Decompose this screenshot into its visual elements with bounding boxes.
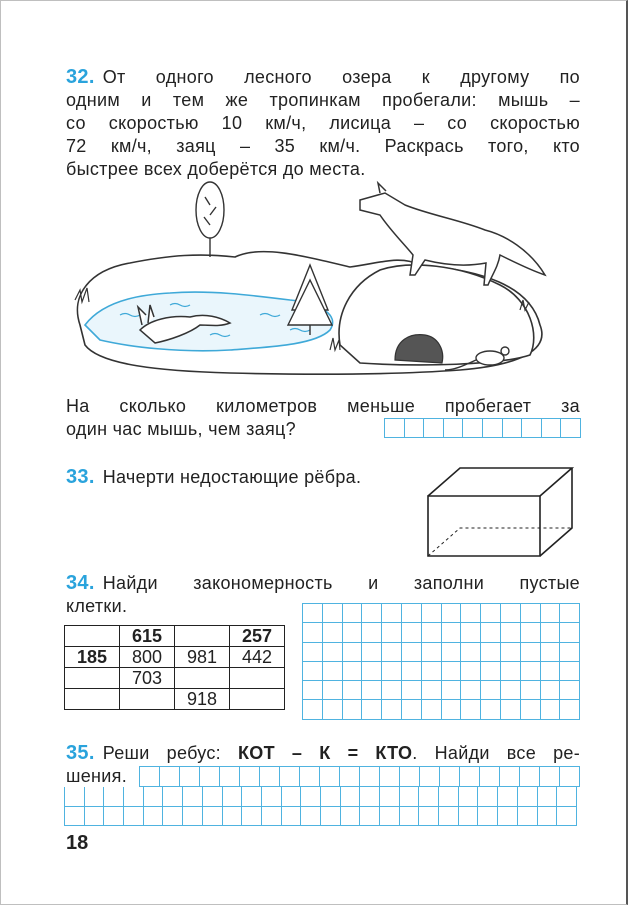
grid-cell[interactable] [323, 681, 343, 700]
grid-cell[interactable] [320, 767, 340, 787]
task32-question-line: один час мышь, чем заяц? [66, 419, 296, 439]
grid-cell[interactable] [560, 643, 580, 662]
task35-text-a: Реши ребус: [102, 743, 239, 763]
grid-cell[interactable] [323, 662, 343, 681]
grid-cell[interactable] [303, 604, 323, 623]
grid-cell[interactable] [442, 643, 462, 662]
grid-cell[interactable] [557, 787, 577, 807]
grid-cell[interactable] [180, 767, 200, 787]
grid-cell[interactable] [560, 623, 580, 642]
grid-cell[interactable] [541, 662, 561, 681]
grid-cell[interactable] [521, 662, 541, 681]
grid-cell[interactable] [419, 787, 439, 807]
grid-cell[interactable] [362, 700, 382, 719]
grid-cell[interactable] [323, 643, 343, 662]
task33-instruction: Начерти недостающие рёбра. [102, 467, 362, 487]
grid-cell[interactable] [303, 700, 323, 719]
grid-cell[interactable] [459, 807, 479, 827]
grid-cell[interactable] [557, 807, 577, 827]
grid-cell[interactable] [501, 700, 521, 719]
table-cell: 185 [65, 647, 120, 668]
grid-cell[interactable] [518, 787, 538, 807]
grid-cell[interactable] [203, 807, 223, 827]
table-cell: 257 [230, 626, 285, 647]
grid-cell[interactable] [65, 807, 85, 827]
grid-cell[interactable] [400, 787, 420, 807]
grid-cell[interactable] [303, 643, 323, 662]
grid-cell[interactable] [422, 681, 442, 700]
grid-cell[interactable] [481, 662, 501, 681]
grid-cell[interactable] [362, 643, 382, 662]
rebus-expression: КОТ – К = КТО [238, 743, 413, 763]
grid-cell[interactable] [420, 767, 440, 787]
grid-cell[interactable] [422, 623, 442, 642]
grid-cell[interactable] [300, 767, 320, 787]
grid-cell[interactable] [442, 604, 462, 623]
grid-cell[interactable] [360, 767, 380, 787]
grid-cell[interactable] [422, 643, 442, 662]
grid-cell[interactable] [498, 807, 518, 827]
grid-cell[interactable] [461, 662, 481, 681]
grid-cell[interactable] [323, 623, 343, 642]
tree-left [196, 182, 224, 257]
grid-cell[interactable] [480, 767, 500, 787]
grid-cell[interactable] [422, 662, 442, 681]
table-cell[interactable] [65, 689, 120, 710]
grid-cell[interactable] [362, 681, 382, 700]
page-number: 18 [66, 832, 89, 854]
task34-number: 34. [66, 572, 95, 594]
grid-cell[interactable] [560, 604, 580, 623]
grid-cell[interactable] [343, 623, 363, 642]
table-cell: 981 [175, 647, 230, 668]
grid-cell[interactable] [223, 787, 243, 807]
grid-cell[interactable] [380, 807, 400, 827]
grid-cell[interactable] [104, 787, 124, 807]
grid-cell[interactable] [520, 767, 540, 787]
grid-cell[interactable] [382, 700, 402, 719]
grid-cell[interactable] [538, 807, 558, 827]
grid-cell[interactable] [200, 767, 220, 787]
table-cell[interactable] [65, 626, 120, 647]
grid-cell[interactable] [382, 604, 402, 623]
grid-cell[interactable] [439, 807, 459, 827]
grid-cell[interactable] [461, 643, 481, 662]
task32-line: От одного лесного озера к другому по [102, 67, 580, 87]
table-cell[interactable] [175, 668, 230, 689]
grid-cell[interactable] [461, 681, 481, 700]
table-cell[interactable] [230, 668, 285, 689]
grid-cell[interactable] [461, 604, 481, 623]
table-cell[interactable] [175, 626, 230, 647]
grid-cell[interactable] [203, 787, 223, 807]
grid-cell[interactable] [242, 807, 262, 827]
grid-cell[interactable] [262, 787, 282, 807]
grid-cell[interactable] [560, 767, 580, 787]
grid-cell[interactable] [541, 681, 561, 700]
grid-cell[interactable] [400, 807, 420, 827]
grid-cell[interactable] [104, 807, 124, 827]
grid-cell[interactable] [422, 604, 442, 623]
grid-cell[interactable] [341, 787, 361, 807]
grid-cell[interactable] [478, 807, 498, 827]
grid-cell[interactable] [380, 787, 400, 807]
grid-cell[interactable] [223, 807, 243, 827]
grid-cell[interactable] [301, 787, 321, 807]
grid-cell[interactable] [501, 604, 521, 623]
pattern-table [64, 625, 285, 710]
grid-cell[interactable] [521, 623, 541, 642]
grid-cell[interactable] [442, 662, 462, 681]
grid-cell[interactable] [442, 623, 462, 642]
grid-cell[interactable] [478, 787, 498, 807]
grid-cell[interactable] [481, 623, 501, 642]
grid-cell[interactable] [402, 662, 422, 681]
grid-cell[interactable] [160, 767, 180, 787]
grid-cell[interactable] [541, 604, 561, 623]
grid-cell[interactable] [65, 787, 85, 807]
grid-cell[interactable] [501, 643, 521, 662]
answer-grid-32[interactable] [384, 418, 581, 438]
table-cell: 703 [120, 668, 175, 689]
grid-cell[interactable] [481, 700, 501, 719]
grid-cell[interactable] [303, 662, 323, 681]
grid-cell[interactable] [402, 643, 422, 662]
grid-cell[interactable] [402, 681, 422, 700]
grid-cell[interactable] [380, 767, 400, 787]
grid-cell[interactable] [521, 643, 541, 662]
grid-cell[interactable] [340, 767, 360, 787]
grid-cell[interactable] [144, 807, 164, 827]
task32-question-line: На сколько километров меньше пробегает за [66, 396, 580, 416]
grid-cell[interactable] [362, 604, 382, 623]
grid-cell[interactable] [402, 623, 422, 642]
grid-cell[interactable] [144, 787, 164, 807]
grid-cell[interactable] [85, 807, 105, 827]
grid-cell[interactable] [540, 767, 560, 787]
grid-cell[interactable] [518, 807, 538, 827]
grid-cell[interactable] [341, 807, 361, 827]
grid-cell[interactable] [282, 787, 302, 807]
grid-cell[interactable] [280, 767, 300, 787]
grid-cell[interactable] [500, 767, 520, 787]
answer-grid-35b[interactable] [64, 787, 577, 826]
grid-cell[interactable] [301, 807, 321, 827]
grid-cell[interactable] [362, 623, 382, 642]
grid-cell[interactable] [282, 807, 302, 827]
table-cell[interactable] [230, 689, 285, 710]
grid-cell[interactable] [343, 604, 363, 623]
grid-cell[interactable] [343, 662, 363, 681]
grid-cell[interactable] [541, 700, 561, 719]
grid-cell[interactable] [343, 700, 363, 719]
grid-cell[interactable] [303, 681, 323, 700]
table-cell: 442 [230, 647, 285, 668]
grid-cell[interactable] [442, 681, 462, 700]
task32-text [66, 66, 580, 181]
grid-cell[interactable] [541, 623, 561, 642]
table-cell: 800 [120, 647, 175, 668]
grid-cell[interactable] [124, 807, 144, 827]
grid-cell[interactable] [498, 787, 518, 807]
table-cell[interactable] [65, 668, 120, 689]
grid-cell[interactable] [382, 681, 402, 700]
grid-cell[interactable] [541, 643, 561, 662]
grid-cell[interactable] [140, 767, 160, 787]
grid-cell[interactable] [183, 787, 203, 807]
grid-cell[interactable] [260, 767, 280, 787]
grid-cell[interactable] [439, 787, 459, 807]
grid-cell[interactable] [460, 767, 480, 787]
grid-cell[interactable] [240, 767, 260, 787]
grid-cell[interactable] [400, 767, 420, 787]
grid-cell[interactable] [343, 643, 363, 662]
task35-text-b: . Найди все ре- [412, 743, 580, 763]
grid-cell[interactable] [382, 643, 402, 662]
grid-cell[interactable] [419, 807, 439, 827]
grid-cell[interactable] [303, 623, 323, 642]
grid-cell[interactable] [481, 643, 501, 662]
grid-cell[interactable] [163, 787, 183, 807]
grid-cell[interactable] [560, 681, 580, 700]
grid-cell[interactable] [362, 662, 382, 681]
grid-cell[interactable] [382, 623, 402, 642]
grid-cell[interactable] [124, 787, 144, 807]
grid-cell[interactable] [521, 700, 541, 719]
grid-cell[interactable] [321, 787, 341, 807]
task35-line2: шения. [66, 766, 127, 786]
grid-cell[interactable] [343, 681, 363, 700]
table-cell[interactable] [120, 689, 175, 710]
grid-cell[interactable] [501, 681, 521, 700]
grid-cell[interactable] [382, 662, 402, 681]
grid-cell[interactable] [323, 604, 343, 623]
grid-cell[interactable] [323, 700, 343, 719]
grid-cell[interactable] [501, 623, 521, 642]
grid-cell[interactable] [501, 662, 521, 681]
grid-cell[interactable] [521, 604, 541, 623]
grid-cell[interactable] [183, 807, 203, 827]
grid-cell[interactable] [459, 787, 479, 807]
grid-cell[interactable] [538, 787, 558, 807]
task32-line: быстрее всех доберётся до места. [66, 159, 366, 179]
task32-line: со скоростью 10 км/ч, лисица – со скоростью [66, 113, 580, 133]
grid-cell[interactable] [321, 807, 341, 827]
task32-line: одним и тем же тропинкам пробегали: мышь – [66, 90, 580, 110]
lake-illustration [60, 175, 580, 385]
task35-number: 35. [66, 742, 95, 764]
grid-cell[interactable] [402, 700, 422, 719]
task32-line: 72 км/ч, заяц – 35 км/ч. Раскрась того, кто [66, 136, 580, 156]
grid-cell[interactable] [402, 604, 422, 623]
grid-cell[interactable] [220, 767, 240, 787]
grid-cell[interactable] [422, 700, 442, 719]
table-cell: 615 [120, 626, 175, 647]
grid-cell[interactable] [163, 807, 183, 827]
grid-cell[interactable] [560, 700, 580, 719]
grid-cell[interactable] [560, 662, 580, 681]
grid-cell[interactable] [442, 700, 462, 719]
grid-cell[interactable] [461, 700, 481, 719]
grid-cell[interactable] [521, 681, 541, 700]
grid-cell[interactable] [481, 604, 501, 623]
table-cell: 918 [175, 689, 230, 710]
task34-line: Найди закономерность и заполни пустые [102, 573, 580, 593]
grid-cell[interactable] [262, 807, 282, 827]
grid-cell[interactable] [360, 807, 380, 827]
grid-cell[interactable] [360, 787, 380, 807]
grid-cell[interactable] [461, 623, 481, 642]
grid-cell[interactable] [440, 767, 460, 787]
task33-number: 33. [66, 466, 95, 488]
task32-number: 32. [66, 66, 95, 88]
answer-grid-35a[interactable] [139, 766, 580, 787]
grid-cell[interactable] [481, 681, 501, 700]
grid-cell[interactable] [242, 787, 262, 807]
task34-line: клетки. [66, 596, 128, 616]
box-drawing[interactable] [420, 460, 580, 560]
grid-cell[interactable] [85, 787, 105, 807]
answer-grid-34[interactable] [302, 603, 580, 720]
